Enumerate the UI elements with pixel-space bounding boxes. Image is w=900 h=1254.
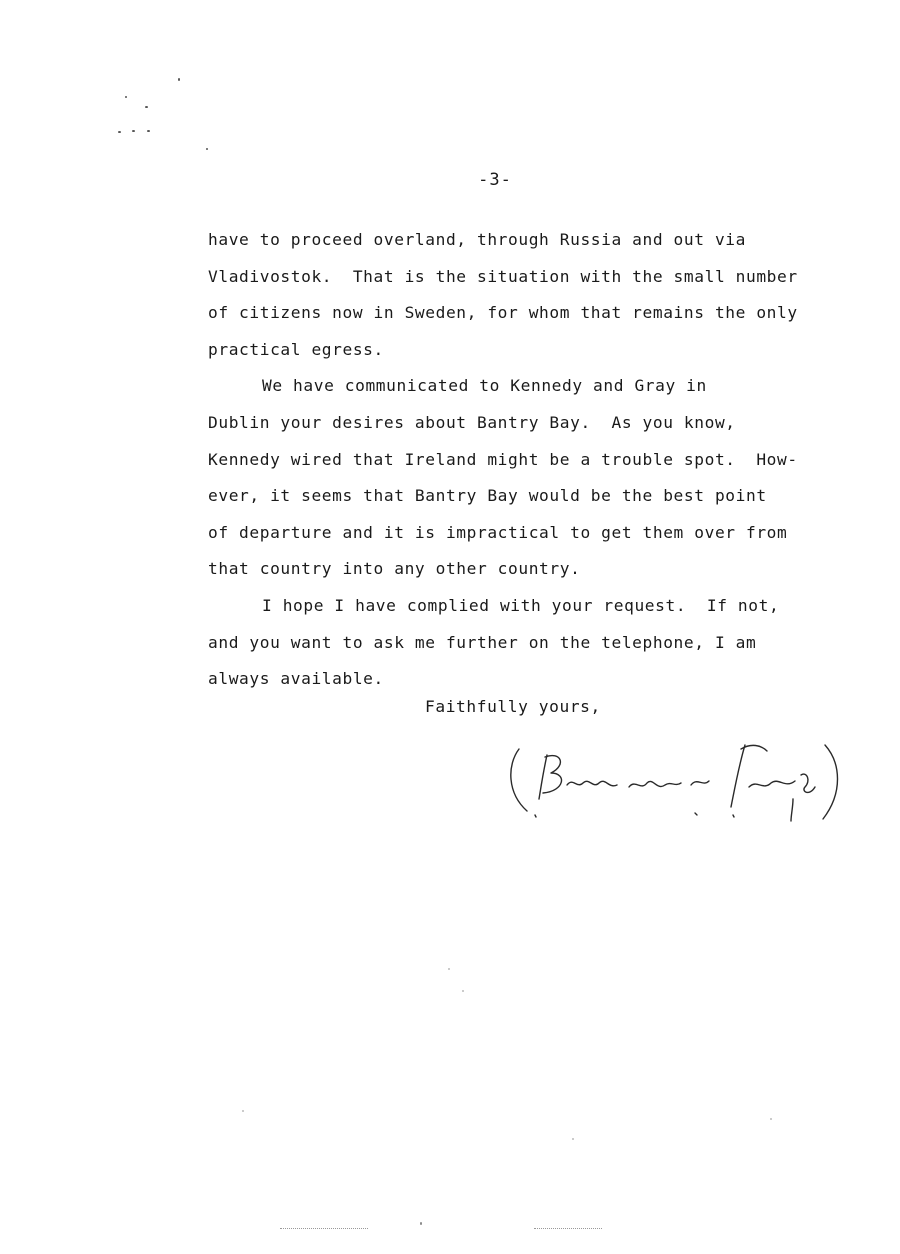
margin-speck	[206, 148, 208, 150]
body-line: that country into any other country.	[208, 559, 581, 579]
body-line: Kennedy wired that Ireland might be a trouble spot. How-	[208, 449, 798, 469]
body-line: ever, it seems that Bantry Bay would be the best point	[208, 486, 767, 506]
body-line: of citizens now in Sweden, for whom that remains the only	[208, 303, 798, 323]
letter-body	[208, 222, 848, 698]
body-line: and you want to ask me further on the telephone, I am	[208, 632, 757, 652]
page-number: -3-	[478, 170, 512, 190]
handwritten-signature	[505, 735, 850, 825]
margin-speck	[132, 130, 135, 132]
margin-speck	[178, 78, 180, 81]
bottom-edge-mark	[280, 1228, 368, 1230]
closing-salutation: Faithfully yours,	[425, 697, 601, 716]
body-line: I hope I have complied with your request. If not,	[262, 595, 780, 615]
body-line: of departure and it is impractical to get them over from	[208, 522, 788, 542]
margin-speck	[145, 106, 148, 108]
body-line: We have communicated to Kennedy and Gray in	[262, 376, 707, 396]
body-line: always available.	[208, 669, 384, 689]
margin-speck	[147, 130, 150, 132]
body-line: Vladivostok. That is the situation with the small number	[208, 266, 798, 286]
margin-speck	[125, 96, 127, 98]
page-speck	[770, 1118, 772, 1120]
body-line: have to proceed overland, through Russia and out via	[208, 230, 746, 249]
body-line: Dublin your desires about Bantry Bay. As you know,	[208, 412, 736, 432]
page-speck	[572, 1138, 574, 1140]
page-speck	[242, 1110, 244, 1112]
margin-speck	[118, 131, 121, 133]
body-line: practical egress.	[208, 339, 384, 359]
bottom-edge-mark	[534, 1228, 602, 1230]
page-speck	[462, 990, 464, 992]
page-speck	[448, 968, 450, 970]
page-speck	[420, 1222, 422, 1225]
